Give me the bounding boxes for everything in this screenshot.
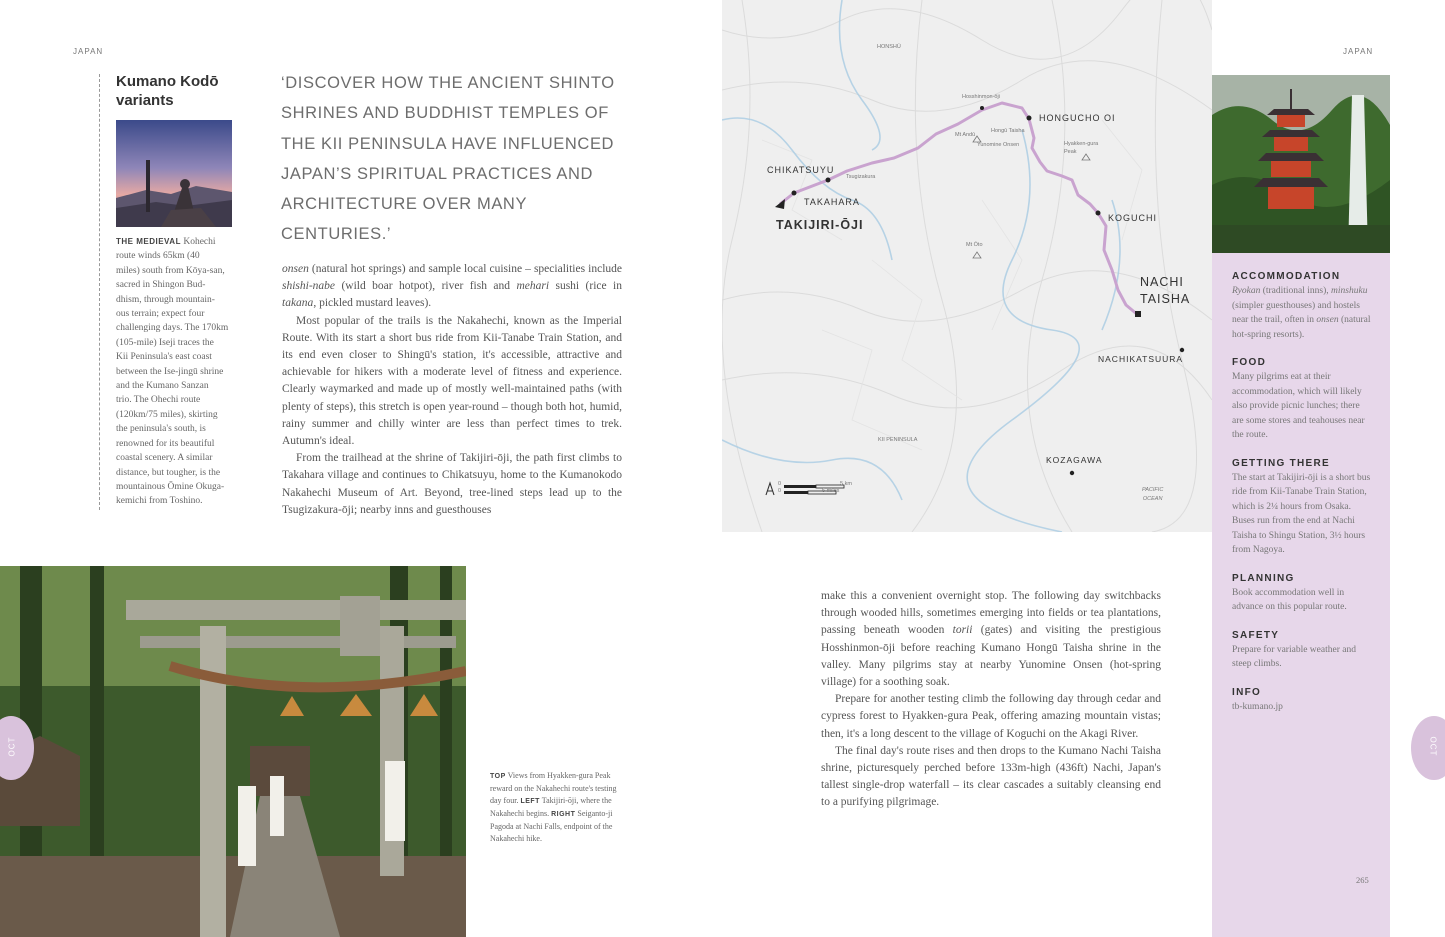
sidebar-photo-art [116,120,232,227]
paragraph: Most popular of the trails is the Nakahechi, known as the Imperial Route. With its start a short bus ride from Kii-Tanabe Train Station, and its end even closer to Shingū's station, it's accessible, attractive and achievable for hikers with a moderate level of fitness and experience. Clearly waymarked and made up of mostly well-maintained paths (with plenty of steps), this stretch is open year-round – though both hot, humid, rainy summer and chilly winter are less than perfect times to trek. Autumn's ideal. [282,314,622,448]
map-label-kozagawa: KOZAGAWA [1046,455,1103,465]
panel-content [1232,271,1372,714]
map-label-hongu-taisha: Hongū Taisha [991,128,1025,134]
map-label-tsugizakura: Tsugizakura [846,174,876,180]
sidebar-dashed-rule [99,74,100,510]
sidebar-caption-line: coastal scenery. A similar [116,453,213,464]
map-label-mt-oto: Mt Ōto [966,242,983,248]
pagoda-photo-art [1212,75,1390,253]
map-label-pacific-line: PACIFIC [1142,487,1164,493]
body-text-left [282,261,622,519]
body-text: sushi (rice in [549,280,623,293]
planning-heading: PLANNING [1232,572,1295,584]
body-text: (wild boar hotpot), river fish and [335,280,517,293]
photo-seiganto-ji-pagoda [1212,75,1390,253]
sidebar-caption-line: mountainous Ōmine Okuga- [116,481,225,492]
photo-caption [490,770,625,845]
map-label-kii-peninsula: KII PENINSULA [878,437,918,443]
sidebar-caption-line: trio. The Ohechi route [116,395,201,406]
month-tab-label: OCT [7,736,17,757]
sidebar-caption-line: between the Ise-jingū shrine [116,366,224,377]
term-onsen: onsen [1316,315,1339,325]
sidebar-caption [116,235,236,509]
photo-takijiri-oji-torii [0,566,466,937]
sidebar-title: Kumano Kodō variants [116,73,219,109]
body-text: , pickled mustard leaves). [313,297,432,310]
running-head-left: JAPAN [73,47,104,56]
caption-text-right: Seiganto-ji Pagoda at Nachi Falls, endpoint of the Nakahechi hike. [490,809,613,843]
sidebar-caption-line: (105-mile) Iseji traces the [116,337,214,348]
sidebar-caption-line: and the Kumano Sanzan [116,381,209,392]
map-label-koguchi: KOGUCHI [1108,213,1158,223]
safety-heading: SAFETY [1232,629,1280,641]
sidebar-caption-line: kemichi from Toshino. [116,496,203,507]
term-onsen: onsen [282,263,309,275]
sidebar-caption-line: the peninsula's south, is [116,424,206,435]
map-label-hyakken [1064,140,1098,156]
map-label-nachikatsuura: NACHIKATSUURA [1098,354,1184,364]
panel-text: (natural hot-spring resorts). [1232,315,1371,340]
caption-text-top: Views from Hyakken-gura Peak reward on the Nakahechi route's testing day four. [490,771,617,805]
panel-text: (traditional inns), [1260,286,1332,296]
map-label-takahara: TAKAHARA [804,197,860,207]
pull-quote: ‘DISCOVER HOW THE ANCIENT SHINTO SHRINES AND BUDDHIST TEMPLES OF THE KII PENINSULA HAVE INFLUENCED JAPAN’S SPIRITUAL PRACTICES AND ARCHITECTURE OVER MANY CENTURIES.’ [281,74,615,244]
map-label-pacific-ocean [1142,486,1163,504]
map-label-takijiri: TAKIJIRI-ŌJI [776,218,864,232]
sidebar-caption-line: route winds 65km (40 [116,251,200,262]
map-label-hosshinmon: Hosshinmon-ōji [962,94,1000,100]
info-heading: INFO [1232,686,1262,698]
getting-there-heading: GETTING THERE [1232,457,1331,469]
month-tab-right[interactable] [1411,716,1445,780]
term-shishi-nabe: shishi-nabe [282,280,336,293]
scale-zero-km: 0 [778,481,782,487]
sidebar-caption-line: miles) south from Kōya-san, [116,265,225,276]
paragraph: The final day's route rises and then drops to the Kumano Nachi Taisha shrine, picturesquely perched before 133m-high (436ft) Nachi, Japan's tallest single-drop waterfall – its clear cascades a suitably cleansing end to a purifying pilgrimage. [821,744,1161,809]
scale-zero-mi: 0 [778,488,782,494]
sidebar-caption-lead: THE MEDIEVAL [116,237,181,246]
food-heading: FOOD [1232,357,1267,368]
caption-text-left: Takijiri-ōji, where the Nakahechi begins. [490,796,612,818]
panel-text: (simpler guesthouses) and hostels near the trail, often in [1232,300,1360,325]
route-map-art [722,0,1212,532]
map-label-taisha-line: TAISHA [1140,292,1191,306]
route-map [722,0,1212,532]
info-link[interactable]: tb-kumano.jp [1232,701,1283,712]
map-label-ocean-line: OCEAN [1142,496,1163,502]
sidebar-caption-line: ous terrain; expect four [116,309,205,320]
term-minshuku: minshuku [1331,286,1368,296]
scale-bar-miles: 5 miles [822,488,840,494]
map-label-nachi-line: NACHI [1140,275,1184,289]
sidebar-caption-line: challenging days. The 170km [116,323,229,334]
sidebar-caption-line: sacred in Shingon Bud- [116,280,206,291]
body-text: (natural hot springs) and sample local cuisine – specialities include [308,263,622,275]
torii-photo-art [0,566,466,937]
scale-bar-km: 5 km [840,481,852,487]
month-tab-label: OCT [1428,736,1438,757]
map-label-honshu: HONSHŪ [877,44,901,50]
sidebar-caption-line: renowned for its beautiful [116,438,215,449]
sidebar-caption-line: (120km/75 miles), skirting [116,409,218,420]
term-takana: takana [282,297,314,310]
running-head-right: JAPAN [1343,47,1374,56]
sidebar-caption-line: dhism, through mountain- [116,294,215,305]
map-label-honguchooi: HONGUCHO OI [1039,113,1116,123]
map-label-yunomine: Yunomine Onsen [977,142,1020,148]
sidebar-photo-sunset-peak [116,120,232,227]
caption-label-right: RIGHT [551,811,576,818]
map-label-mt-andu: Mt Andū [955,132,976,138]
body-text: make this a convenient overnight stop. The following day switchbacks through wooded hills, sometimes emerging into fields or tea plantations, passing beneath wooden [821,590,1161,637]
getting-there-text: The start at Takijiri-ōji is a short bus ride from Kii-Tanabe Train Station, which is 2¼ hours from Osaka. Buses run from the end at Nachi Taisha to Shingu Station, 3½ hours from Nagoya. [1232,472,1371,555]
page-number: 265 [1356,875,1369,885]
sidebar-caption-line: Kii Peninsula's east coast [116,352,212,363]
accommodation-heading: ACCOMMODATION [1232,271,1341,282]
map-label-peak-line: Peak [1064,149,1077,155]
planning-text: Book accommodation well in advance on this popular route. [1232,587,1347,612]
body-text-right [821,588,1161,812]
sidebar-caption-line: distance, but tougher, is the [116,467,221,478]
food-text: Many pilgrims eat at their accommodation, which will likely also provide picnic lunches; there are some stores and teahouses near the route. [1232,372,1365,440]
caption-label-left: LEFT [520,798,540,805]
term-ryokan: Ryokan [1232,286,1261,296]
map-label-chikatsuyu: CHIKATSUYU [767,165,835,175]
map-label-nachi-taisha [1140,274,1190,308]
map-label-hyakken-line: Hyakken-gura [1064,141,1099,147]
term-torii: torii [952,624,973,637]
term-mehari: mehari [516,280,550,293]
body-text: (gates) and visiting the prestigious Hosshinmon-ōji before reaching Kumano Hongū Taisha shrine in the valley. Many pilgrims stay at nearby Yunomine Onsen (hot-spring village) for a soothing soak. [821,624,1161,689]
accommodation-text [1232,284,1372,342]
paragraph: Prepare for another testing climb the following day through cedar and cypress forest to Hyakken-gura Peak, offering amazing mountain vistas; then, it's a long descent to the village of Koguchi on the Akagi River. [821,693,1161,740]
sidebar-caption-line: Kohechi [183,237,216,247]
safety-text: Prepare for variable weather and steep climbs. [1232,644,1356,669]
paragraph: From the trailhead at the shrine of Takijiri-ōji, the path first climbs to Takahara village and continues to Chikatsuyu, home to the Kumanokodo Nakahechi Museum of Art. Beyond, tree-lined steps lead up to the Tsugizakura-ōji; nearby inns and guesthouses [282,452,622,516]
caption-label-top: TOP [490,773,506,780]
